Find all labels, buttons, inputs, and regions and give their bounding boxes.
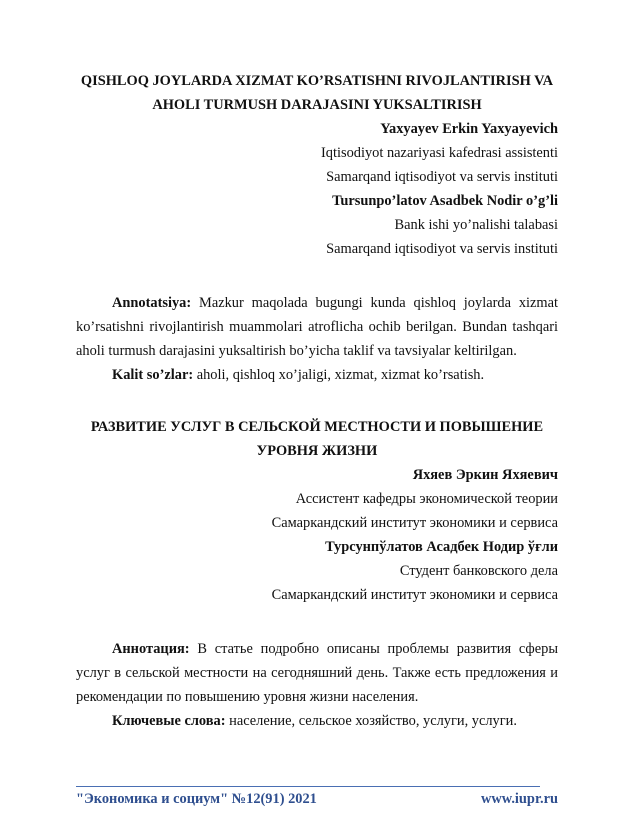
uz-abstract-label: Annotatsiya: [112, 295, 192, 311]
ru-abstract [76, 637, 558, 709]
footer-website[interactable]: www.iupr.ru [480, 791, 558, 807]
ru-abstract-label: Аннотация: [112, 641, 190, 657]
ru-keywords-label: Ключевые слова: [112, 713, 226, 729]
footer-journal: "Экономика и социум" №12(91) 2021 [76, 791, 317, 807]
uz-title-line1: QISHLOQ JOYLARDA XIZMAT KO’RSATISHNI RIVOJLANTIRISH VA [80, 73, 554, 89]
ru-title [76, 415, 558, 463]
ru-author1-name: Яхяев Эркин Яхяевич [412, 467, 558, 483]
uz-keywords-text: aholi, qishloq xo’jaligi, xizmat, xizmat ko’rsatish. [193, 367, 485, 383]
ru-title-line2: УРОВНЯ ЖИЗНИ [256, 443, 378, 459]
ru-author1-org: Самаркандский институт экономики и сервиса [271, 515, 558, 531]
uz-title-line2: AHOLI TURMUSH DARAJASINI YUKSALTIRISH [152, 97, 482, 113]
paper-page [76, 0, 558, 820]
uz-keywords-label: Kalit so’zlar: [112, 367, 194, 383]
uz-title [76, 69, 558, 117]
footer-divider [76, 786, 540, 787]
uz-author2-role: Bank ishi yo’nalishi talabasi [394, 217, 558, 233]
ru-author2-name: Турсунпўлатов Асадбек Нодир ўғли [325, 539, 558, 555]
uz-author1-name: Yaxyayev Erkin Yaxyayevich [380, 121, 558, 137]
uz-author2-org: Samarqand iqtisodiyot va servis instituti [326, 241, 558, 257]
ru-author1-role: Ассистент кафедры экономической теории [295, 491, 558, 507]
ru-abstract-text: В статье подробно описаны проблемы развития сферы услуг в сельской местности на сегодняшний день. Также есть предложения и рекомендации по повышению уровня жизни населения. [76, 641, 558, 705]
ru-keywords-text: население, сельское хозяйство, услуги, услуги. [225, 713, 517, 729]
uz-author1-role: Iqtisodiyot nazariyasi kafedrasi assistenti [321, 145, 558, 161]
uz-keywords [76, 363, 558, 387]
ru-title-line1: РАЗВИТИЕ УСЛУГ В СЕЛЬСКОЙ МЕСТНОСТИ И ПОВЫШЕНИЕ [90, 419, 544, 435]
ru-keywords [76, 709, 558, 733]
uz-abstract [76, 291, 558, 363]
uz-abstract-text: Mazkur maqolada bugungi kunda qishloq joylarda xizmat ko’rsatishni rivojlantirish muammolari atroflicha ochib berilgan. Bundan tashqari aholi turmush darajasini yuksaltirish bo’yicha taklif va tavsiyalar keltirilgan. [76, 295, 558, 359]
ru-author2-org: Самаркандский институт экономики и сервиса [271, 587, 558, 603]
uz-author2-name: Tursunpo’latov Asadbek Nodir o’g’li [332, 193, 558, 209]
ru-author2-role: Студент банковского дела [399, 563, 558, 579]
uz-author1-org: Samarqand iqtisodiyot va servis instituti [326, 169, 558, 185]
